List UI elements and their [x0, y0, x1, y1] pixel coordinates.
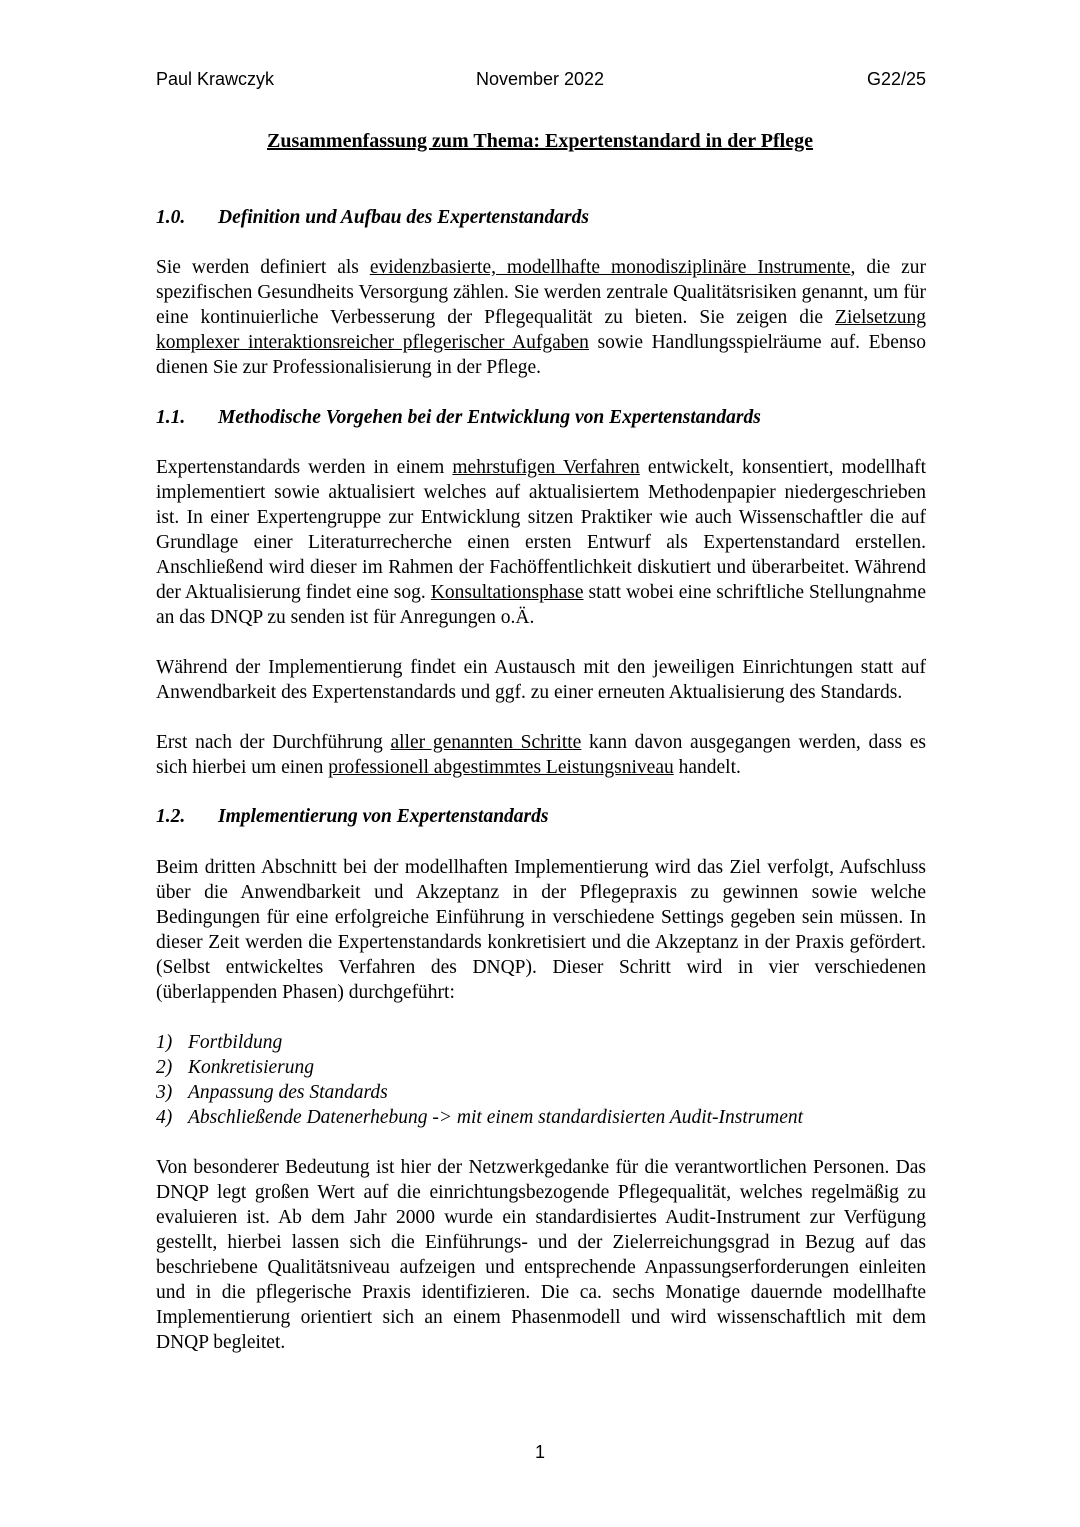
list-number: 4) — [156, 1107, 173, 1128]
list-text: Konkretisierung — [188, 1057, 315, 1078]
section-heading-1-1 — [156, 405, 761, 431]
text-run: sowie Handlungsspielräume auf. Ebenso dienen Sie zur Professionalisierung in der Pflege. — [156, 332, 926, 378]
page-number: 1 — [534, 1442, 545, 1462]
section-1-1-paragraph-3 — [156, 730, 926, 780]
text-run: kann davon ausgegangen werden, dass es sich hierbei um einen — [156, 732, 926, 778]
text-run: Erst nach der Durchführung — [156, 732, 391, 753]
section-heading-1-0 — [156, 205, 589, 231]
list-item — [156, 1105, 803, 1130]
document-title: Zusammenfassung zum Thema: Expertenstandard in der Pflege — [267, 130, 813, 152]
list-item — [156, 1030, 803, 1055]
text-run: handelt. — [673, 757, 741, 778]
section-1-1-paragraph-2: Während der Implementierung findet ein Austausch mit den jeweiligen Einrichtungen statt auf Anwendbarkeit des Expertenstandards und ggf. zu einer erneuten Aktualisierung des Standards. — [156, 657, 926, 703]
underlined-text: Konsultationsphase — [430, 582, 584, 603]
text-run: , die zur spezifischen Gesundheits Versorgung zählen. Sie werden zentrale Qualitätsrisiken genannt, um für eine kontinuierliche Verbesserung der Pflegequalität zu bieten. Sie zeigen die — [156, 257, 926, 328]
list-number: 1) — [156, 1032, 173, 1053]
section-title: Methodische Vorgehen bei der Entwicklung von Expertenstandards — [218, 407, 761, 428]
text-run: entwickelt, konsentiert, modellhaft implementiert sowie aktualisiert welches auf aktualisiertem Methodenpapier niedergeschrieben ist. In einer Expertengruppe zur Entwicklung sitzen Praktiker wie auch Wissenschaftler die auf Grundlage einer Literaturrecherche einen ersten Entwurf als Expertenstandard erstellen. Anschließend wird dieser im Rahmen der Fachöffentlichkeit diskutiert und überarbeitet. Während der Aktualisierung findet eine sog. — [156, 457, 927, 603]
section-title: Definition und Aufbau des Expertenstandards — [218, 207, 589, 228]
text-run: statt wobei eine schriftliche Stellungnahme an das DNQP zu senden ist für Anregungen o.Ä. — [156, 582, 926, 628]
section-title: Implementierung von Expertenstandards — [218, 806, 549, 827]
underlined-text: aller genannten Schritte — [390, 732, 582, 753]
section-number: 1.2. — [156, 806, 186, 827]
phase-list — [156, 1030, 803, 1130]
text-run: Expertenstandards werden in einem — [156, 457, 453, 478]
list-number: 2) — [156, 1057, 173, 1078]
list-text: Abschließende Datenerhebung -> mit einem standardisierten Audit-Instrument — [188, 1107, 804, 1128]
underlined-text: Zielsetzung komplexer interaktionsreicher pflegerischer Aufgaben — [156, 307, 926, 353]
underlined-text: evidenzbasierte, modellhafte monodisziplinäre Instrumente — [369, 257, 851, 278]
section-1-2-paragraph-1: Beim dritten Abschnitt bei der modellhaften Implementierung wird das Ziel verfolgt, Aufschluss über die Anwendbarkeit und Akzeptanz in der Pflegepraxis zu gewinnen sowie welche Bedingungen für eine erfolgreiche Einführung in verschiedene Settings gegeben sein müssen. In dieser Zeit werden die Expertenstandards konkretisiert und die Akzeptanz in der Praxis gefördert. (Selbst entwickeltes Verfahren des DNQP). Dieser Schritt wird in vier verschiedenen (überlappenden Phasen) durchgeführt: — [156, 857, 926, 1003]
section-1-0-paragraph — [156, 255, 926, 380]
header-code: G22/25 — [866, 69, 926, 89]
list-item — [156, 1055, 803, 1080]
header-date: November 2022 — [475, 69, 605, 89]
list-text: Fortbildung — [188, 1032, 283, 1053]
section-number: 1.0. — [156, 207, 186, 228]
list-item — [156, 1080, 803, 1105]
underlined-text: professionell abgestimmtes Leistungsniveau — [328, 757, 674, 778]
underlined-text: mehrstufigen Verfahren — [452, 457, 640, 478]
section-number: 1.1. — [156, 407, 186, 428]
list-number: 3) — [156, 1082, 173, 1103]
section-1-1-paragraph-1 — [156, 455, 926, 630]
list-text: Anpassung des Standards — [188, 1082, 388, 1103]
section-1-2-paragraph-2: Von besonderer Bedeutung ist hier der Netzwerkgedanke für die verantwortlichen Personen. Das DNQP legt großen Wert auf die einrichtungsbezogende Pflegequalität, welches regelmäßig zu evaluieren ist. Ab dem Jahr 2000 wurde ein standardisiertes Audit-Instrument zur Verfügung gestellt, hierbei lassen sich die Einführungs- und der Zielerreichungsgrad in Bezug auf das beschriebene Qualitätsniveau aufzeigen und entsprechende Anpassungserforderungen einleiten und in die pflegerische Praxis identifizieren. Die ca. sechs Monatige dauernde modellhafte Implementierung orientiert sich an einem Phasenmodell und wird wissenschaftlich mit dem DNQP begleitet. — [156, 1157, 926, 1353]
header-author: Paul Krawczyk — [156, 69, 275, 89]
section-heading-1-2 — [156, 804, 548, 830]
text-run: Sie werden definiert als — [156, 257, 370, 278]
